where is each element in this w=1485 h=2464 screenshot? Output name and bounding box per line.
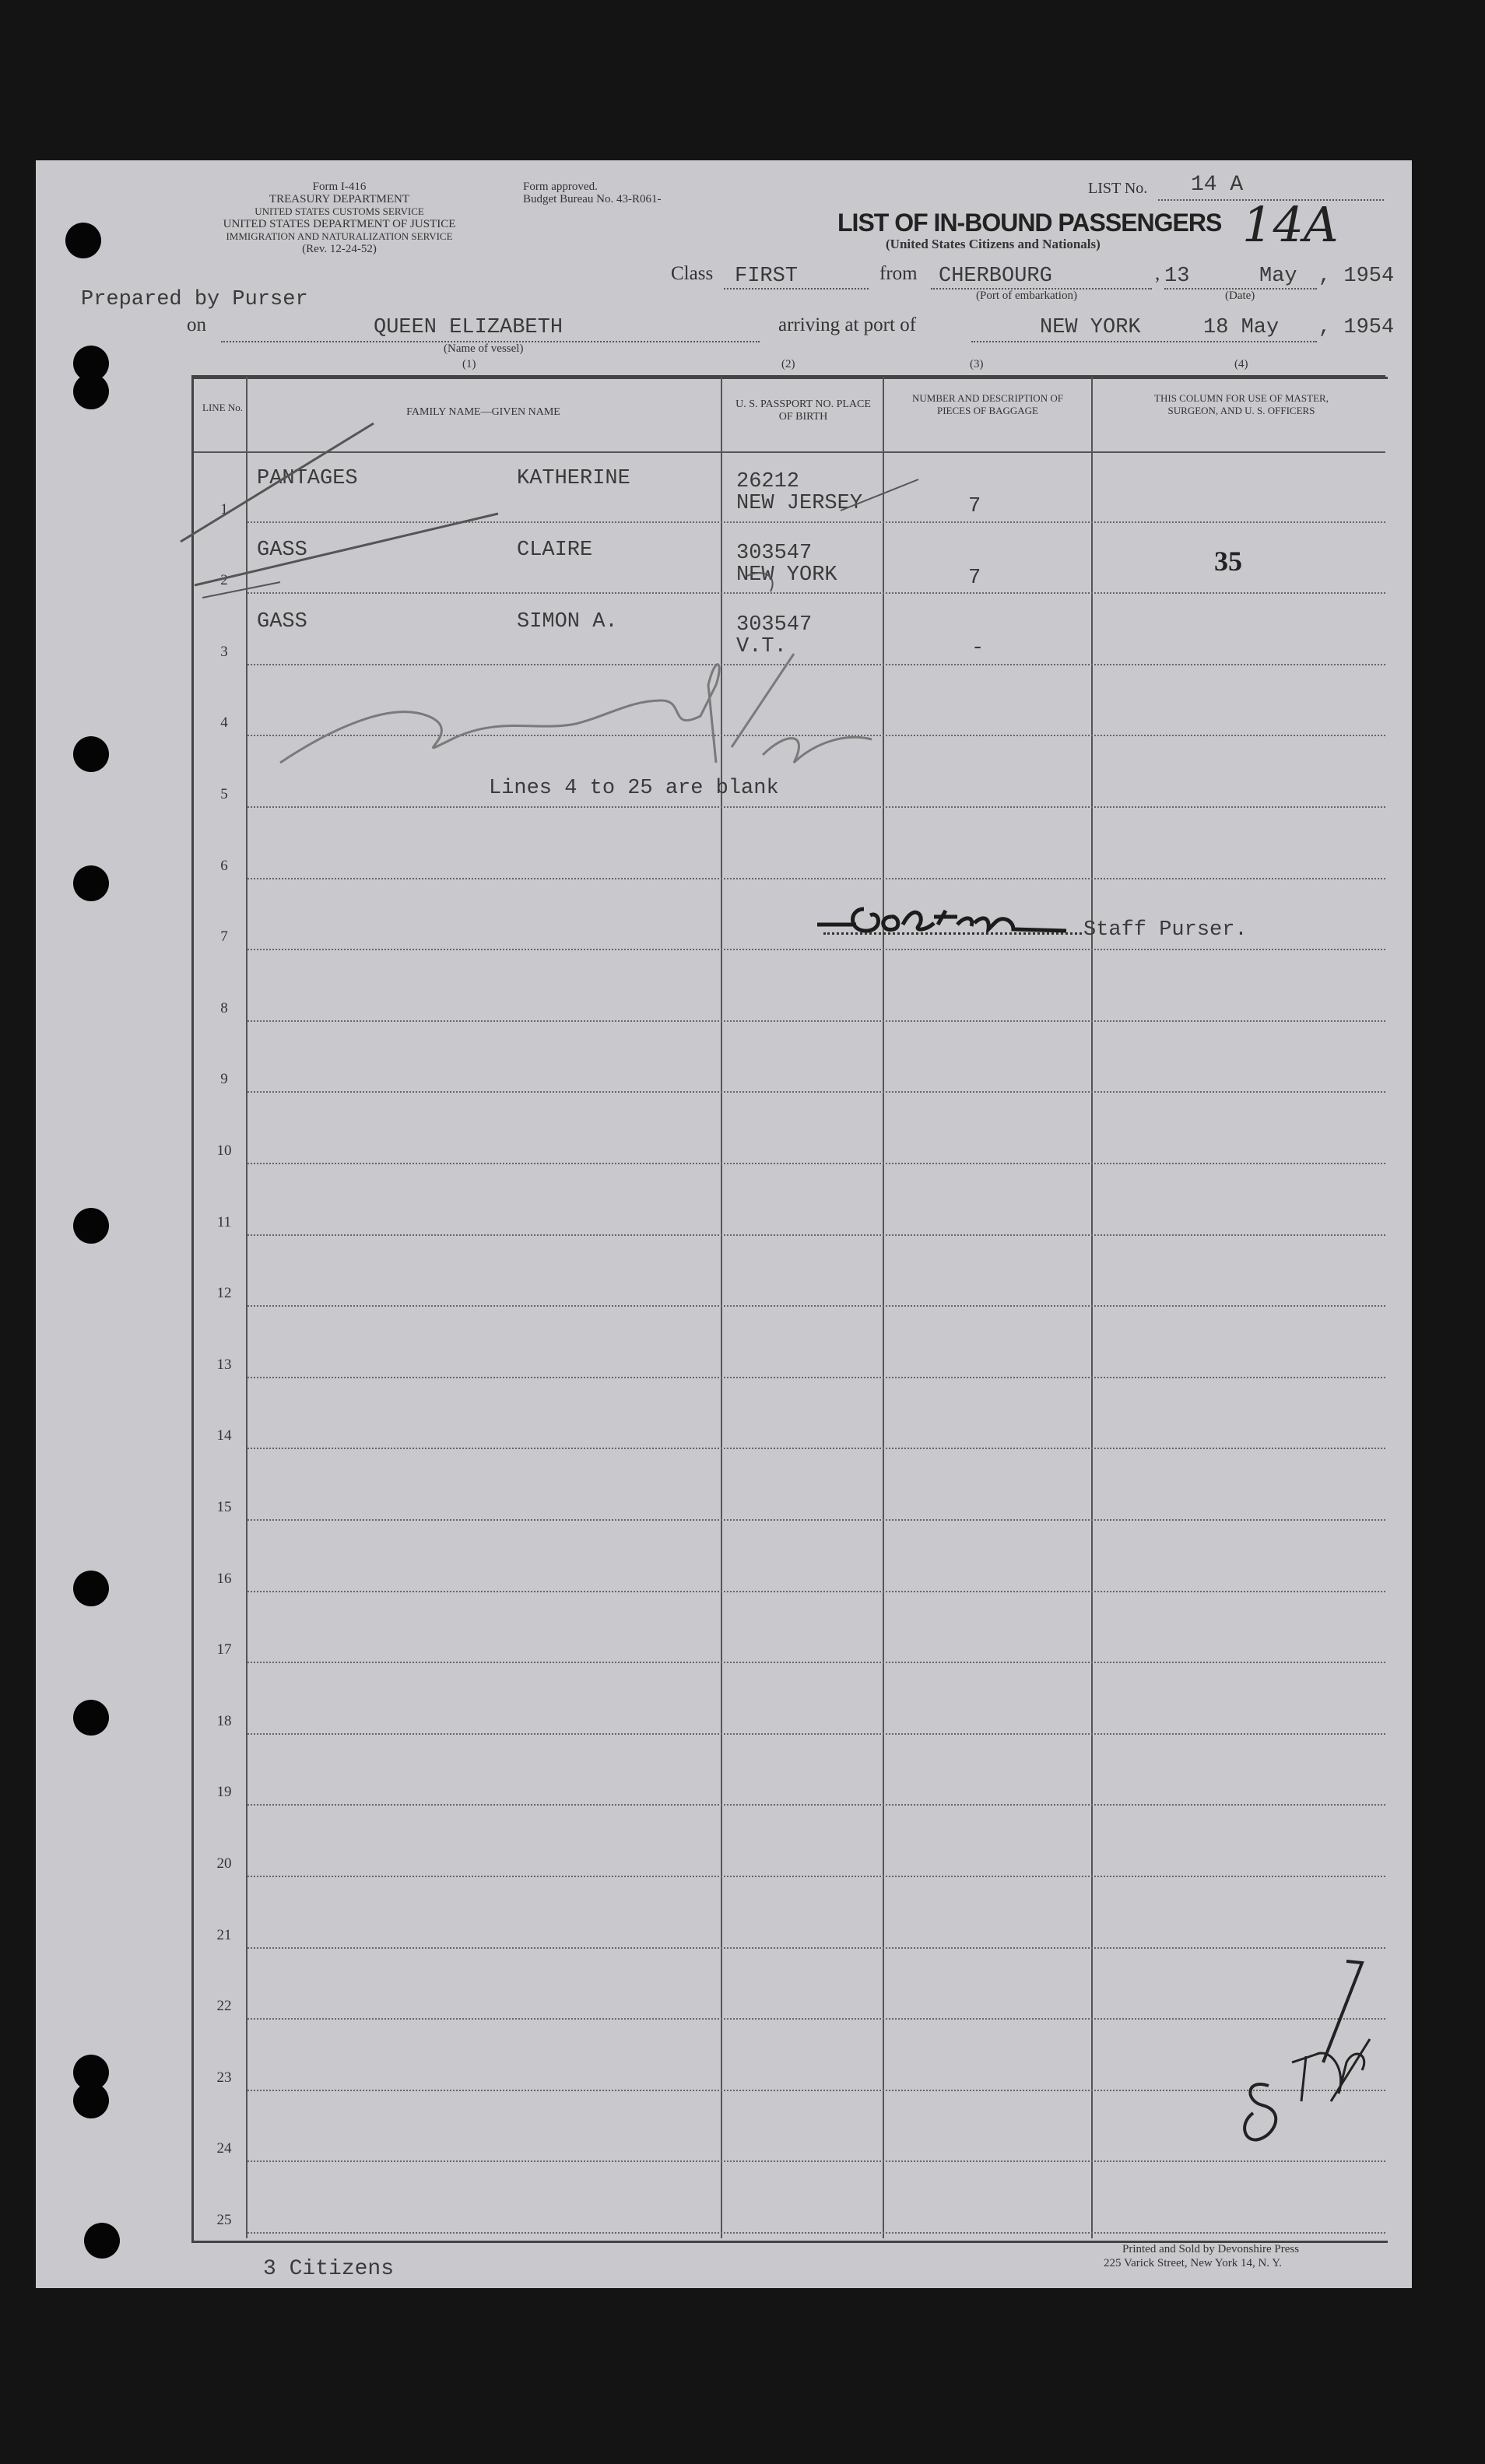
agency-ins: IMMIGRATION AND NATURALIZATION SERVICE: [226, 230, 453, 242]
passenger-1-family: PANTAGES: [257, 467, 358, 490]
class-value: FIRST: [735, 265, 799, 288]
arriving-label: arriving at port of: [778, 314, 917, 335]
line-number: 2: [220, 572, 228, 588]
header-passport: U. S. PASSPORT NO. PLACE OF BIRTH: [735, 398, 871, 423]
pencil-strike-marks: [171, 405, 1027, 778]
passenger-3-family: GASS: [257, 610, 307, 634]
table-row-line: [248, 949, 1385, 950]
date-day: 13: [1164, 265, 1190, 288]
line-number: 20: [216, 1855, 232, 1872]
table-row-line: [248, 806, 1385, 808]
col-caption-2: (2): [781, 358, 795, 370]
header-officers: THIS COLUMN FOR USE OF MASTER, SURGEON, AND U. S. OFFICERS: [1154, 392, 1329, 416]
line-number: 21: [216, 1927, 232, 1943]
citizens-count: 3 Citizens: [263, 2257, 395, 2281]
arrival-year: , 1954: [1318, 316, 1395, 339]
approval-line-2: Budget Bureau No. 43-R061-: [523, 193, 662, 205]
line-number: 23: [216, 2069, 232, 2086]
passenger-1-baggage: 7: [968, 495, 981, 518]
line-number: 17: [216, 1641, 232, 1658]
agency-customs: UNITED STATES CUSTOMS SERVICE: [255, 205, 424, 217]
binder-hole: [84, 2223, 120, 2259]
line-number: 15: [216, 1499, 232, 1515]
arrival-line: [971, 339, 1317, 342]
table-row-line: [248, 1519, 1385, 1521]
table-row-line: [248, 1804, 1385, 1806]
list-no-value: 14 A: [1191, 173, 1244, 197]
table-row-line: [248, 1662, 1385, 1663]
table-row-line: [248, 1163, 1385, 1164]
list-no-label: LIST No.: [1088, 180, 1148, 197]
header-baggage: NUMBER AND DESCRIPTION OF PIECES OF BAGGAGE: [912, 392, 1063, 416]
table-row-line: [248, 1448, 1385, 1449]
line-number: 25: [216, 2212, 232, 2228]
handwritten-list-number: 14A: [1242, 196, 1339, 253]
table-row-line: [248, 1234, 1385, 1236]
binder-hole: [73, 374, 109, 409]
agency-justice: UNITED STATES DEPARTMENT OF JUSTICE: [223, 218, 456, 230]
date-prefix: ,: [1155, 263, 1160, 284]
staff-purser-label: Staff Purser.: [1083, 918, 1248, 942]
printer-line-1: Printed and Sold by Devonshire Press: [1122, 2243, 1300, 2255]
arrival-date: 18 May: [1203, 316, 1280, 339]
revision-date: (Rev. 12-24-52): [302, 243, 377, 255]
form-title: LIST OF IN-BOUND PASSENGERS: [837, 209, 1222, 237]
passenger-1-birth: NEW JERSEY: [736, 492, 863, 515]
handwritten-date-mark: [1214, 1946, 1385, 2148]
binder-hole: [73, 736, 109, 772]
passenger-3-given: SIMON A.: [517, 610, 618, 634]
line-number: 10: [216, 1142, 232, 1159]
line-number: 3: [220, 644, 228, 660]
date-month: May: [1259, 265, 1297, 288]
table-row-line: [248, 1591, 1385, 1592]
line-number: 1: [220, 501, 228, 518]
col-caption-1: (1): [462, 358, 476, 370]
line-number: 18: [216, 1713, 232, 1729]
col-divider-baggage: [1091, 377, 1093, 2238]
line-number: 16: [216, 1571, 232, 1587]
table-row-line: [248, 1091, 1385, 1093]
table-row-line: [248, 1305, 1385, 1307]
passenger-3-passport: 303547: [736, 613, 813, 637]
binder-hole: [73, 865, 109, 901]
col-caption-3: (3): [970, 358, 984, 370]
passenger-2-given: CLAIRE: [517, 539, 593, 562]
approval-block: [523, 181, 661, 205]
passenger-3-birth: V.T.: [736, 635, 787, 658]
passenger-2-passport: 303547: [736, 542, 813, 565]
line-number: 12: [216, 1285, 232, 1301]
table-row-line: [248, 1377, 1385, 1378]
line-number: 11: [216, 1214, 232, 1230]
line-number: 22: [216, 1998, 232, 2014]
col-caption-4: (4): [1234, 358, 1248, 370]
passenger-2-family: GASS: [257, 539, 307, 562]
on-label: on: [187, 314, 206, 335]
blank-lines-note: Lines 4 to 25 are blank: [489, 777, 779, 800]
date-year: , 1954: [1318, 265, 1395, 288]
passenger-1-passport: 26212: [736, 470, 800, 493]
line-number: 4: [220, 714, 228, 731]
purser-signature: [809, 893, 1074, 948]
form-subtitle: (United States Citizens and Nationals): [886, 237, 1101, 251]
from-value: CHERBOURG: [939, 265, 1052, 288]
line-number: 6: [220, 858, 228, 874]
form-number: Form I-416: [312, 181, 367, 193]
from-label: from: [879, 263, 918, 284]
passenger-2-baggage: 7: [968, 567, 981, 590]
passenger-2-birth: NEW YORK: [736, 563, 837, 587]
line-number: 8: [220, 1000, 228, 1016]
header-name: FAMILY NAME—GIVEN NAME: [406, 406, 560, 418]
date-caption: (Date): [1225, 290, 1255, 302]
line-number: 19: [216, 1784, 232, 1800]
line-number: 14: [216, 1427, 232, 1444]
line-number: 13: [216, 1357, 232, 1373]
table-row-line: [248, 2160, 1385, 2162]
passenger-3-baggage: -: [971, 637, 985, 660]
passenger-1-given: KATHERINE: [517, 467, 630, 490]
passenger-2-officer-note: 35: [1214, 546, 1242, 577]
line-number: 9: [220, 1071, 228, 1087]
header-line-no: LINE No.: [202, 402, 243, 413]
purser-dots: [823, 932, 1082, 935]
binder-hole: [73, 1700, 109, 1736]
table-row-line: [248, 1020, 1385, 1022]
binder-hole: [73, 1571, 109, 1606]
table-row-line: [248, 1733, 1385, 1735]
vessel-caption: (Name of vessel): [444, 342, 524, 355]
prepared-by: Prepared by Purser: [81, 288, 308, 311]
line-number: 24: [216, 2140, 232, 2157]
arrival-port: NEW YORK: [1040, 316, 1141, 339]
vessel-name: QUEEN ELIZABETH: [374, 316, 563, 339]
table-row-line: [248, 1876, 1385, 1877]
line-number: 5: [220, 786, 228, 802]
line-number: 7: [220, 928, 228, 945]
table-row-line: [248, 2232, 1385, 2234]
printer-line-2: 225 Varick Street, New York 14, N. Y.: [1104, 2257, 1282, 2269]
form-agency-block: [176, 181, 503, 255]
port-caption: (Port of embarkation): [976, 290, 1077, 302]
table-row-line: [248, 878, 1385, 879]
approval-line-1: Form approved.: [523, 181, 598, 193]
binder-hole: [73, 2083, 109, 2118]
binder-hole: [73, 1208, 109, 1244]
binder-hole: [65, 223, 101, 258]
agency-treasury: TREASURY DEPARTMENT: [269, 193, 410, 205]
class-label: Class: [671, 263, 714, 284]
